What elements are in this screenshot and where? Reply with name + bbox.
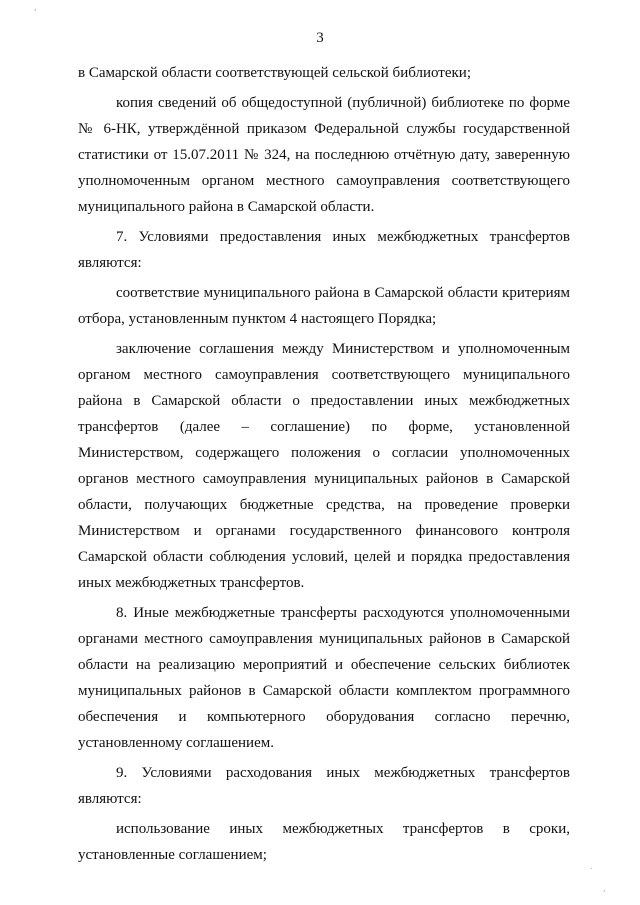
paragraph-3: 7. Условиями предоставления иных межбюджетных трансфертов являются: — [78, 229, 570, 271]
scan-mark: ‘ — [34, 8, 37, 17]
paragraph-8: использование иных межбюджетных трансфертов в сроки, установленные соглашением; — [78, 821, 570, 863]
paragraph-6: 8. Иные межбюджетные трансферты расходуются уполномоченными органами местного самоуправления муниципальных районов в Самарской области на реализацию мероприятий и обеспечение сельских библиотек муниципальных районов в Самарской области комплектом программного обеспечения и компьютерного оборудования согласно перечню, установленному соглашением. — [78, 605, 570, 751]
scan-mark: , — [603, 884, 606, 893]
paragraph-5: заключение соглашения между Министерством и уполномоченным органом местного самоуправления соответствующего муниципального района в Самарской области о предоставлении иных межбюджетных трансфертов (далее – соглашение) по форме, установленной Министерством, содержащего положения о согласии уполномоченных органов местного самоуправления муниципальных районов в Самарской области, получающих бюджетные средства, на проведение проверки Министерством и органами государственного финансового контроля Самарской области соблюдения условий, целей и порядка предоставления иных межбюджетных трансфертов. — [78, 341, 570, 591]
document-body — [78, 60, 570, 868]
scan-mark: . — [590, 862, 593, 871]
paragraph-2: копия сведений об общедоступной (публичной) библиотеке по форме № 6-НК, утверждённой приказом Федеральной службы государственной статистики от 15.07.2011 № 324, на последнюю отчётную дату, заверенную уполномоченным органом местного самоуправления соответствующего муниципального района в Самарской области. — [78, 95, 570, 215]
paragraph-4: соответствие муниципального района в Самарской области критериям отбора, установленным пунктом 4 настоящего Порядка; — [78, 285, 570, 327]
paragraph-1: в Самарской области соответствующей сельской библиотеки; — [78, 65, 471, 81]
paragraph-7: 9. Условиями расходования иных межбюджетных трансфертов являются: — [78, 765, 570, 807]
page-number: 3 — [316, 30, 324, 46]
